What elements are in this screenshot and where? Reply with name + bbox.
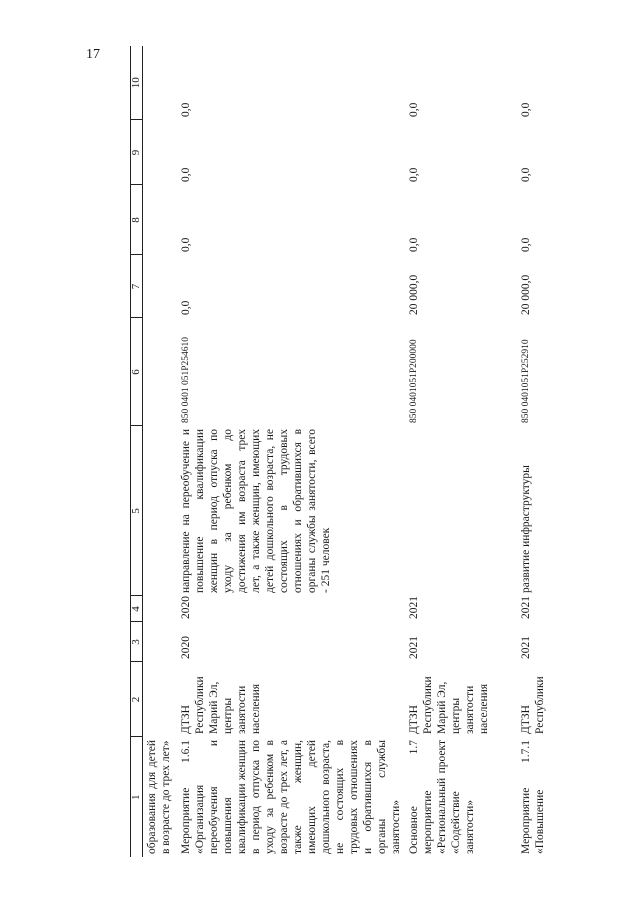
measure-continued-text: образования для детей в возрасте до трех лет» bbox=[146, 740, 172, 854]
budget-code: 850 0401051P200000 bbox=[409, 339, 419, 423]
end-year: 2021 bbox=[520, 596, 532, 619]
measure-name: Мероприятие bbox=[180, 787, 192, 854]
table-row bbox=[143, 46, 178, 857]
budget-code: 850 0401051P252910 bbox=[521, 339, 531, 423]
table-row bbox=[405, 46, 517, 857]
table-row bbox=[517, 46, 561, 857]
start-year: 2021 bbox=[408, 636, 420, 659]
end-year: 2020 bbox=[180, 596, 192, 619]
start-year: 2020 bbox=[180, 636, 192, 659]
measure-cell bbox=[517, 737, 561, 857]
measure-title: «Региональный проект «Содействие занятости» bbox=[436, 740, 476, 854]
expected-result: направление на переобучение и повышение квалификации женщин в период отпуска по уходу за ребенком до достижения им возраста трех лет, а также женщин, имеющих детей дошкольного возраста, не состоящих в трудовых отношениях и обратившихся в органы службы занятости, всего - 251 человек bbox=[180, 429, 332, 593]
funding-col9: 0,0 bbox=[408, 167, 420, 182]
col-header-7: 7 bbox=[131, 255, 143, 318]
executor: ДТЗН Республики Марий Эл, центры занятости населения bbox=[180, 676, 262, 734]
page-number: 17 bbox=[86, 47, 100, 62]
funding-col7: 20 000,0 bbox=[520, 274, 532, 315]
measure-number: 1.6.1 bbox=[180, 740, 192, 763]
funding-col8: 0,0 bbox=[520, 237, 532, 252]
funding-col9: 0,0 bbox=[180, 167, 192, 182]
funding-col10: 0,0 bbox=[180, 102, 192, 117]
funding-col7: 20 000,0 bbox=[408, 274, 420, 315]
col-header-8: 8 bbox=[131, 185, 143, 255]
col-header-9: 9 bbox=[131, 120, 143, 185]
measure-title: «Организация переобучения и повышения квалификации женщин в период отпуска по уходу за ребенком в возрасте до трех лет, а также женщин, имеющих детей дошкольного возраста, не состоящих в трудовых отношениях и обратившихся в органы службы занятости» bbox=[194, 740, 402, 854]
measure-title: «Повышение bbox=[534, 789, 546, 854]
table-row bbox=[177, 46, 405, 857]
measure-cell bbox=[405, 737, 517, 857]
program-measures-table bbox=[130, 46, 561, 857]
funding-col8: 0,0 bbox=[180, 237, 192, 252]
start-year: 2021 bbox=[520, 636, 532, 659]
measure-cell bbox=[177, 737, 405, 857]
measure-name: Основное мероприятие bbox=[408, 790, 434, 854]
col-header-10: 10 bbox=[131, 46, 143, 120]
funding-col9: 0,0 bbox=[520, 167, 532, 182]
measure-name: Мероприятие bbox=[520, 787, 532, 854]
expected-result bbox=[405, 426, 517, 596]
funding-col8: 0,0 bbox=[408, 237, 420, 252]
col-header-4: 4 bbox=[131, 596, 143, 622]
column-number-header bbox=[131, 46, 143, 857]
measure-number: 1.7.1 bbox=[520, 740, 532, 763]
col-header-2: 2 bbox=[131, 662, 143, 737]
funding-col10: 0,0 bbox=[408, 102, 420, 117]
col-header-3: 3 bbox=[131, 622, 143, 662]
executor: ДТЗН Республики Марий Эл, центры занятости населения bbox=[408, 676, 490, 734]
funding-col10: 0,0 bbox=[520, 102, 532, 117]
budget-code: 850 0401 051P254610 bbox=[181, 336, 191, 423]
expected-result: развитие инфраструктуры bbox=[520, 465, 532, 593]
end-year: 2021 bbox=[408, 596, 420, 619]
funding-col7: 0,0 bbox=[180, 300, 192, 315]
measure-number: 1.7 bbox=[408, 740, 420, 755]
rotated-table-container bbox=[130, 46, 608, 857]
col-header-1: 1 bbox=[131, 737, 143, 857]
col-header-6: 6 bbox=[131, 318, 143, 426]
executor: ДТЗН Республики bbox=[520, 676, 546, 734]
col-header-5: 5 bbox=[131, 426, 143, 596]
